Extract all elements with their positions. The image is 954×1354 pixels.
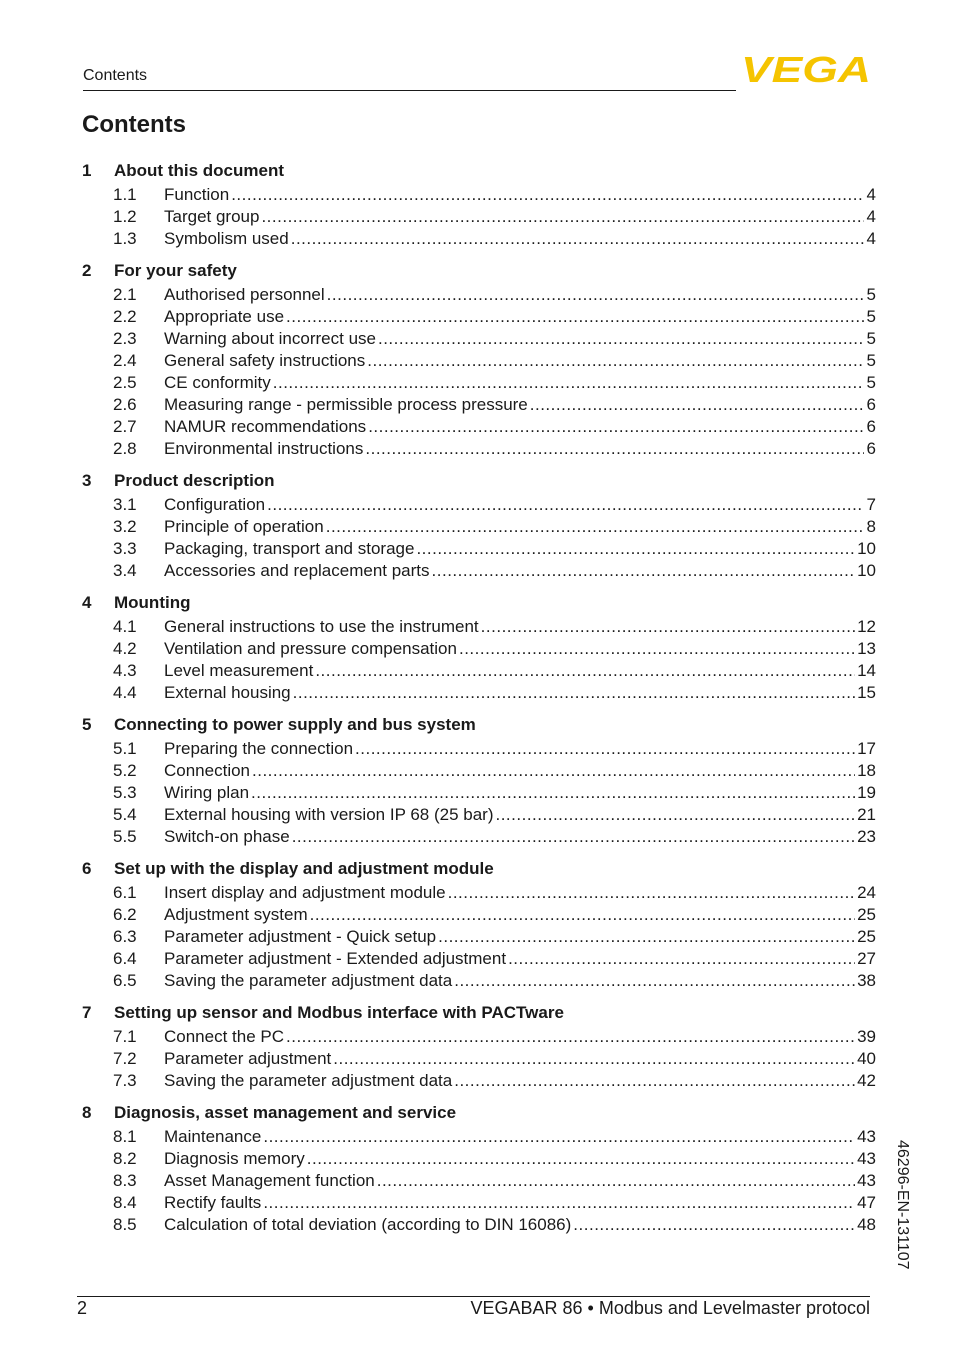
toc-dot-leader [261, 206, 864, 228]
toc-entry-number: 6.1 [113, 883, 137, 902]
toc-section-title: Setting up sensor and Modbus interface with PACTware [114, 1003, 564, 1022]
toc-section-title: Connecting to power supply and bus system [114, 715, 476, 734]
toc-entry-title: Function [164, 185, 230, 204]
toc-entry-number: 8.1 [113, 1127, 137, 1146]
toc-section [82, 856, 876, 992]
toc-entry-page: 27 [857, 949, 876, 968]
toc-entry-page: 5 [866, 329, 876, 348]
footer-doc-title: VEGABAR 86 • Modbus and Levelmaster protocol [470, 1298, 870, 1318]
toc-section-heading[interactable] [82, 468, 876, 494]
toc-entry-number: 4.3 [113, 661, 137, 680]
toc-dot-leader [377, 1170, 855, 1192]
toc-dot-leader [310, 904, 855, 926]
toc-entry-title: CE conformity [164, 373, 271, 392]
toc-entry-page: 25 [857, 927, 876, 946]
toc-section-title: For your safety [114, 261, 237, 280]
toc-section-title: Diagnosis, asset management and service [114, 1103, 457, 1122]
toc-entry-number: 5.4 [113, 805, 137, 824]
toc-dot-leader [448, 882, 855, 904]
toc-entry-number: 6.4 [113, 949, 137, 968]
toc-entry-number: 7.1 [113, 1027, 137, 1046]
toc-entry-number: 4.2 [113, 639, 137, 658]
toc-dot-leader [367, 350, 864, 372]
toc-dot-leader [293, 682, 855, 704]
toc-entry-number: 2.4 [113, 351, 137, 370]
toc-entry-number: 7.2 [113, 1049, 137, 1068]
toc-entry-page: 4 [866, 229, 876, 248]
toc-entry[interactable] [82, 926, 876, 948]
toc-section [82, 1000, 876, 1092]
toc-entry-page: 39 [857, 1027, 876, 1046]
toc-entry-number: 6.5 [113, 971, 137, 990]
toc-entry-number: 2.6 [113, 395, 137, 414]
toc-entry-number: 4.1 [113, 617, 137, 636]
toc-dot-leader [508, 948, 855, 970]
toc-entry-number: 2.3 [113, 329, 137, 348]
toc-entry[interactable] [82, 538, 876, 560]
toc-entry-page: 4 [866, 185, 876, 204]
toc-entry-page: 5 [866, 307, 876, 326]
toc-section-title: Mounting [114, 593, 191, 612]
toc-entry-page: 5 [866, 373, 876, 392]
side-doc-code: 46296-EN-131107 [894, 1140, 911, 1270]
toc-entry[interactable] [82, 350, 876, 372]
toc-entry-number: 6.3 [113, 927, 137, 946]
toc-entry-title: Rectify faults [164, 1193, 262, 1212]
toc-entry-number: 6.2 [113, 905, 137, 924]
toc-entry[interactable] [82, 804, 876, 826]
toc-entry-page: 47 [857, 1193, 876, 1212]
toc-entry[interactable] [82, 970, 876, 992]
toc-entry-title: Level measurement [164, 661, 314, 680]
toc-dot-leader [286, 1026, 855, 1048]
toc-section-heading[interactable] [82, 1100, 876, 1126]
toc-entry[interactable] [82, 1070, 876, 1092]
toc-entry[interactable] [82, 638, 876, 660]
toc-entry[interactable] [82, 228, 876, 250]
toc-dot-leader [454, 970, 855, 992]
toc-dot-leader [267, 494, 864, 516]
toc-entry-number: 7.3 [113, 1071, 137, 1090]
toc-entry-title: Measuring range - permissible process pressure [164, 395, 528, 414]
toc-entry-number: 2.8 [113, 439, 137, 458]
toc-entry[interactable] [82, 1170, 876, 1192]
toc-entry-title: Preparing the connection [164, 739, 354, 758]
toc-dot-leader [495, 804, 855, 826]
toc-section-number: 4 [82, 593, 92, 612]
toc-entry[interactable] [82, 306, 876, 328]
toc-section-number: 7 [82, 1003, 92, 1022]
toc-entry-number: 2.7 [113, 417, 137, 436]
toc-entry-number: 8.3 [113, 1171, 137, 1190]
toc-dot-leader [365, 438, 864, 460]
toc-entry[interactable] [82, 394, 876, 416]
header-section-label: Contents [83, 67, 148, 84]
toc-entry-page: 7 [866, 495, 876, 514]
toc-entry[interactable] [82, 416, 876, 438]
toc-section [82, 590, 876, 704]
toc-entry-page: 42 [857, 1071, 876, 1090]
toc-entry-title: Environmental instructions [164, 439, 364, 458]
toc-entry-number: 3.1 [113, 495, 137, 514]
toc-entry-title: Maintenance [164, 1127, 262, 1146]
toc-entry-page: 13 [857, 639, 876, 658]
toc-entry-page: 25 [857, 905, 876, 924]
header-rule [83, 90, 736, 91]
toc-dot-leader [481, 616, 855, 638]
toc-entry-title: General safety instructions [164, 351, 366, 370]
toc-entry-page: 43 [857, 1171, 876, 1190]
toc-section-title: Set up with the display and adjustment module [114, 859, 494, 878]
toc-entry-page: 5 [866, 351, 876, 370]
toc-entry-title: Parameter adjustment - Extended adjustment [164, 949, 507, 968]
toc-entry-number: 8.5 [113, 1215, 137, 1234]
toc-entry[interactable] [82, 206, 876, 228]
toc-entry-page: 43 [857, 1149, 876, 1168]
vega-logo [741, 52, 873, 84]
toc-entry-page: 6 [866, 417, 876, 436]
toc-dot-leader [263, 1192, 855, 1214]
toc-entry-number: 2.2 [113, 307, 137, 326]
toc-entry-title: Asset Management function [164, 1171, 375, 1190]
toc-entry[interactable] [82, 438, 876, 460]
toc-entry-number: 2.5 [113, 373, 137, 392]
toc-entry[interactable] [82, 738, 876, 760]
toc-dot-leader [273, 372, 864, 394]
toc-entry-title: NAMUR recommendations [164, 417, 367, 436]
toc-section-heading[interactable] [82, 1000, 876, 1026]
toc-entry-title: Switch-on phase [164, 827, 290, 846]
toc-entry-title: Wiring plan [164, 783, 250, 802]
toc-entry-title: Warning about incorrect use [164, 329, 376, 348]
toc-section [82, 158, 876, 250]
toc-section [82, 468, 876, 582]
toc-entry[interactable] [82, 560, 876, 582]
toc-entry-number: 5.5 [113, 827, 137, 846]
toc-entry-title: Ventilation and pressure compensation [164, 639, 457, 658]
toc-entry-number: 8.2 [113, 1149, 137, 1168]
toc-section-heading[interactable] [82, 158, 876, 184]
toc-entry[interactable] [82, 1192, 876, 1214]
toc-dot-leader [573, 1214, 855, 1236]
toc-entry-page: 6 [866, 395, 876, 414]
toc-dot-leader [355, 738, 855, 760]
toc-entry[interactable] [82, 284, 876, 306]
toc-entry[interactable] [82, 782, 876, 804]
toc-dot-leader [307, 1148, 855, 1170]
toc-entry[interactable] [82, 882, 876, 904]
toc-entry[interactable] [82, 616, 876, 638]
toc-entry[interactable] [82, 1026, 876, 1048]
toc-entry-number: 3.4 [113, 561, 137, 580]
toc-dot-leader [286, 306, 864, 328]
toc-entry[interactable] [82, 660, 876, 682]
toc-section-heading[interactable] [82, 856, 876, 882]
toc-entry-page: 4 [866, 207, 876, 226]
footer-rule [77, 1296, 870, 1297]
toc-entry[interactable] [82, 516, 876, 538]
toc-entry[interactable] [82, 904, 876, 926]
toc-entry-title: Saving the parameter adjustment data [164, 1071, 453, 1090]
toc-entry-title: Target group [164, 207, 260, 226]
toc-entry-title: External housing with version IP 68 (25 bar) [164, 805, 494, 824]
toc-entry-title: Configuration [164, 495, 266, 514]
toc-section-number: 5 [82, 715, 92, 734]
toc-dot-leader [454, 1070, 855, 1092]
toc-dot-leader [333, 1048, 855, 1070]
toc-entry-page: 19 [857, 783, 876, 802]
toc-section-title: Product description [114, 471, 275, 490]
toc-dot-leader [252, 760, 855, 782]
toc-dot-leader [231, 184, 864, 206]
toc-section-heading[interactable] [82, 258, 876, 284]
toc-entry[interactable] [82, 494, 876, 516]
toc-entry-number: 5.2 [113, 761, 137, 780]
toc-entry-page: 21 [857, 805, 876, 824]
toc-section-number: 8 [82, 1103, 92, 1122]
toc-entry-title: Principle of operation [164, 517, 324, 536]
toc-dot-leader [459, 638, 855, 660]
toc-entry-title: Calculation of total deviation (according to DIN 16086) [164, 1215, 572, 1234]
toc-entry-number: 3.3 [113, 539, 137, 558]
toc-entry[interactable] [82, 760, 876, 782]
toc-entry-title: Connection [164, 761, 251, 780]
toc-dot-leader [416, 538, 855, 560]
toc-entry[interactable] [82, 1214, 876, 1236]
toc-entry-title: Accessories and replacement parts [164, 561, 430, 580]
toc-entry-title: Parameter adjustment - Quick setup [164, 927, 437, 946]
toc-dot-leader [263, 1126, 855, 1148]
toc-entry[interactable] [82, 1048, 876, 1070]
toc-entry-title: Adjustment system [164, 905, 308, 924]
toc-entry-page: 17 [857, 739, 876, 758]
toc-dot-leader [315, 660, 855, 682]
toc-entry-title: External housing [164, 683, 291, 702]
toc-entry-title: Packaging, transport and storage [164, 539, 415, 558]
toc-entry-number: 2.1 [113, 285, 137, 304]
toc-entry-page: 43 [857, 1127, 876, 1146]
toc-entry-page: 12 [857, 617, 876, 636]
toc-section-number: 2 [82, 261, 92, 280]
toc-dot-leader [378, 328, 864, 350]
toc-entry[interactable] [82, 328, 876, 350]
toc-entry-title: Appropriate use [164, 307, 285, 326]
toc-dot-leader [432, 560, 856, 582]
toc-entry-title: Parameter adjustment [164, 1049, 332, 1068]
toc-entry-number: 8.4 [113, 1193, 137, 1212]
toc-section-number: 1 [82, 161, 92, 180]
footer-page-number: 2 [77, 1298, 88, 1318]
toc-section-heading[interactable] [82, 712, 876, 738]
toc-entry[interactable] [82, 184, 876, 206]
toc-entry-number: 5.3 [113, 783, 137, 802]
toc-entry-title: Authorised personnel [164, 285, 325, 304]
toc-entry-title: Saving the parameter adjustment data [164, 971, 453, 990]
toc-dot-leader [291, 228, 864, 250]
toc-dot-leader [530, 394, 864, 416]
toc-entry-page: 24 [857, 883, 876, 902]
toc-entry-page: 14 [857, 661, 876, 680]
svg-text:VEGA: VEGA [741, 52, 871, 84]
toc-entry-page: 23 [857, 827, 876, 846]
toc-entry-title: Connect the PC [164, 1027, 285, 1046]
toc-entry[interactable] [82, 1148, 876, 1170]
toc-dot-leader [438, 926, 855, 948]
toc-section-heading[interactable] [82, 590, 876, 616]
toc-entry-page: 10 [857, 561, 876, 580]
toc-entry-page: 10 [857, 539, 876, 558]
toc-section-number: 3 [82, 471, 92, 490]
toc-entry-title: Insert display and adjustment module [164, 883, 446, 902]
toc-entry[interactable] [82, 826, 876, 848]
toc-entry-number: 1.3 [113, 229, 137, 248]
toc-dot-leader [326, 516, 864, 538]
table-of-contents [82, 158, 876, 1244]
toc-section-title: About this document [114, 161, 284, 180]
toc-entry-number: 3.2 [113, 517, 137, 536]
toc-dot-leader [368, 416, 864, 438]
toc-entry-page: 15 [857, 683, 876, 702]
toc-entry-number: 4.4 [113, 683, 137, 702]
toc-entry-page: 40 [857, 1049, 876, 1068]
toc-entry-page: 38 [857, 971, 876, 990]
toc-entry-page: 48 [857, 1215, 876, 1234]
toc-section [82, 1100, 876, 1236]
toc-entry-number: 1.2 [113, 207, 137, 226]
toc-dot-leader [251, 782, 855, 804]
toc-entry-title: Symbolism used [164, 229, 289, 248]
toc-entry-page: 8 [866, 517, 876, 536]
toc-entry-title: Diagnosis memory [164, 1149, 305, 1168]
toc-entry[interactable] [82, 682, 876, 704]
toc-entry-number: 5.1 [113, 739, 137, 758]
toc-entry-page: 6 [866, 439, 876, 458]
toc-entry[interactable] [82, 948, 876, 970]
toc-entry-title: General instructions to use the instrument [164, 617, 479, 636]
toc-section-number: 6 [82, 859, 92, 878]
toc-entry-page: 5 [866, 285, 876, 304]
toc-dot-leader [327, 284, 864, 306]
toc-dot-leader [292, 826, 855, 848]
toc-entry-number: 1.1 [113, 185, 137, 204]
toc-section [82, 258, 876, 460]
toc-section [82, 712, 876, 848]
toc-entry-page: 18 [857, 761, 876, 780]
toc-entry[interactable] [82, 372, 876, 394]
toc-entry[interactable] [82, 1126, 876, 1148]
page-title: Contents [82, 111, 186, 138]
